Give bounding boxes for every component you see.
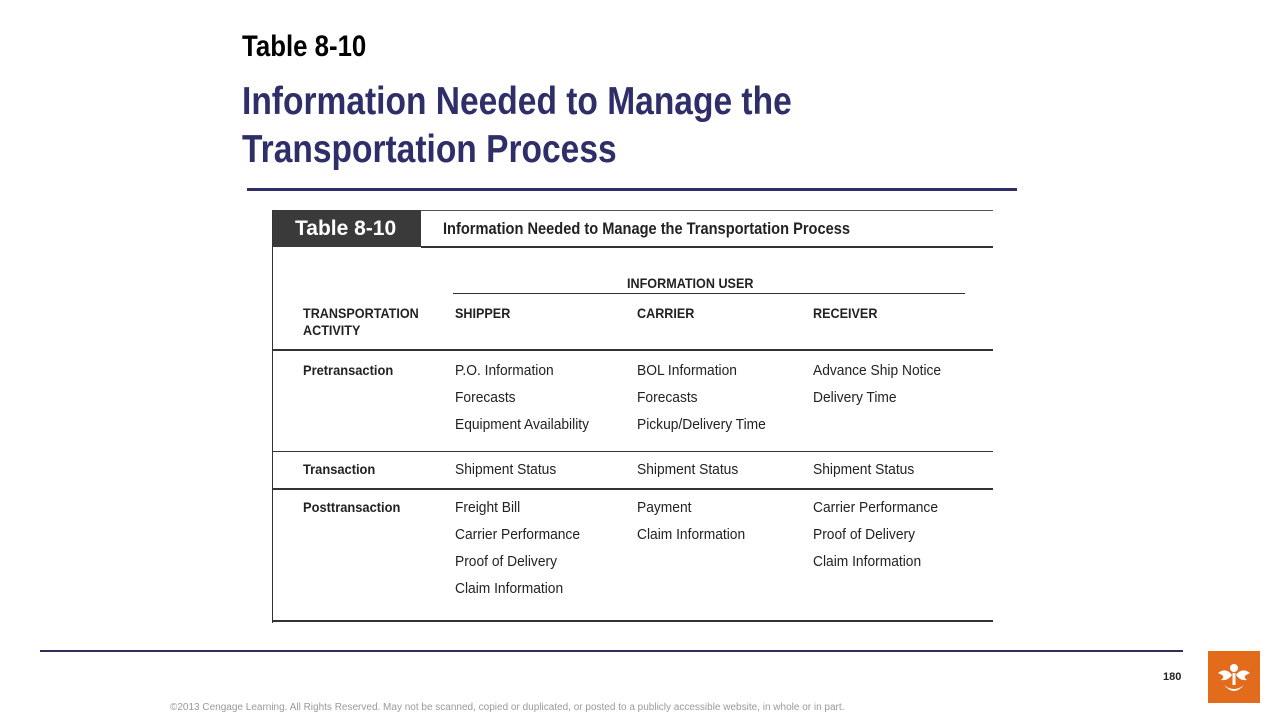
title-divider [247, 188, 1017, 191]
column-header-carrier: CARRIER [637, 305, 695, 321]
row-label-transaction: Transaction [303, 461, 376, 477]
group-header-information-user: INFORMATION USER [627, 275, 754, 291]
column-header-activity: TRANSPORTATION ACTIVITY [303, 305, 419, 338]
cell-pretransaction-shipper: P.O. Information Forecasts Equipment Availability [455, 362, 590, 433]
table-caption: Information Needed to Manage the Transportation Process [443, 219, 850, 238]
table-label: Table 8-10 [273, 210, 421, 247]
slide-title: Information Needed to Manage the Transportation Process [242, 80, 792, 171]
row-divider-1 [273, 451, 993, 452]
cell-posttransaction-shipper: Freight Bill Carrier Performance Proof of Delivery Claim Information [455, 499, 581, 597]
footer-divider [40, 650, 1183, 652]
slide-title-small: Table 8-10 [242, 30, 367, 63]
row-label-posttransaction: Posttransaction [303, 499, 401, 515]
table-header-rule [421, 246, 993, 248]
cell-pretransaction-receiver: Advance Ship Notice Delivery Time [813, 362, 942, 406]
table-bottom-rule [273, 620, 993, 622]
cengage-logo-icon [1208, 651, 1260, 703]
table-figure [272, 210, 993, 623]
header-bottom-rule [273, 349, 993, 351]
group-header-rule [453, 293, 965, 294]
cell-transaction-carrier: Shipment Status [637, 461, 739, 478]
cell-posttransaction-receiver: Carrier Performance Proof of Delivery Claim Information [813, 499, 939, 570]
row-divider-2 [273, 488, 993, 490]
cell-pretransaction-carrier: BOL Information Forecasts Pickup/Delivery Time [637, 362, 766, 433]
cell-transaction-shipper: Shipment Status [455, 461, 557, 478]
copyright-notice: ©2013 Cengage Learning. All Rights Reserved. May not be scanned, copied or duplicated, or posted to a publicly accessible website, in whole or in part. [170, 702, 845, 713]
page-number: 180 [1163, 671, 1182, 683]
cell-posttransaction-carrier: Payment Claim Information [637, 499, 746, 543]
publisher-logo-icon [1208, 651, 1260, 703]
row-label-pretransaction: Pretransaction [303, 362, 394, 378]
column-header-receiver: RECEIVER [813, 305, 878, 321]
column-header-shipper: SHIPPER [455, 305, 511, 321]
cell-transaction-receiver: Shipment Status [813, 461, 915, 478]
